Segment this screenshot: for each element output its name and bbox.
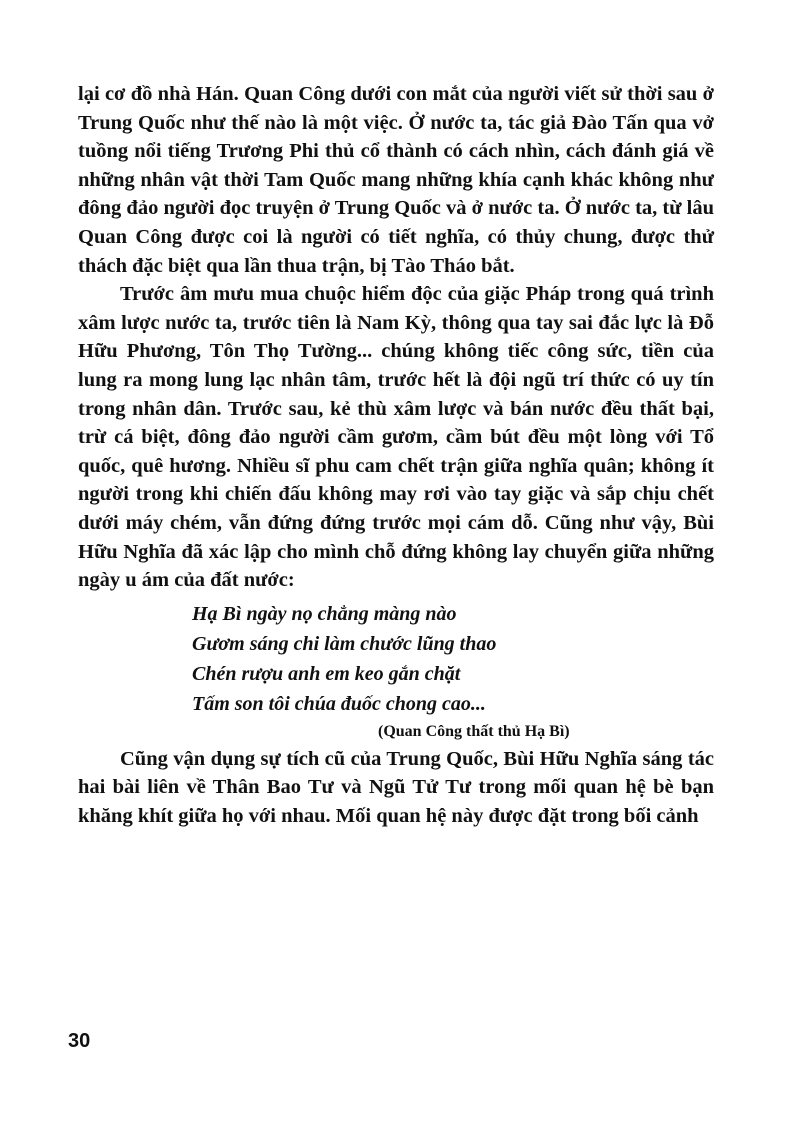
verse-line-2: Gươm sáng chi làm chước lũng thao xyxy=(192,632,497,655)
verse-line-4: Tấm son tôi chúa đuốc chong cao... xyxy=(192,692,486,715)
verse-credit: (Quan Công thất thủ Hạ Bì) xyxy=(378,722,570,740)
body-text xyxy=(78,80,714,830)
paragraph-bui-huu-nghia: Trước âm mưu mua chuộc hiểm độc của giặc Pháp trong quá trình xâm lược nước ta, trước tiên là Nam Kỳ, thông qua tay sai đắc lực là Đỗ Hữu Phương, Tôn Thọ Tường... chúng không tiếc công sức, tiền của lung ra mong lung lạc nhân tâm, trước hết là đội ngũ trí thức có uy tín trong nhân dân. Trước sau, kẻ thù xâm lược và bán nước đều thất bại, trừ cá biệt, đông đảo người cầm gươm, cầm bút đều một lòng với Tổ quốc, quê hương. Nhiều sĩ phu cam chết trận giữa nghĩa quân; không ít người trong khi chiến đấu không may rơi vào tay giặc và sắp chịu chết dưới máy chém, vẫn đứng đứng trước mọi cám dỗ. Cũng như vậy, Bùi Hữu Nghĩa đã xác lập cho mình chỗ đứng không lay chuyển giữa những ngày u ám của đất nước: xyxy=(78,283,714,592)
paragraph-quan-cong: lại cơ đồ nhà Hán. Quan Công dưới con mắt của người viết sử thời sau ở Trung Quốc như thế nào là một việc. Ở nước ta, tác giả Đào Tấn qua vở tuồng nổi tiếng Trương Phi thủ cổ thành có cách nhìn, cách đánh giá về những nhân vật thời Tam Quốc mang những khía cạnh khác không như đông đảo người đọc truyện ở Trung Quốc và ở nước ta. Ở nước ta, từ lâu Quan Công được coi là người có tiết nghĩa, có thủy chung, được thử thách đặc biệt qua lần thua trận, bị Tào Tháo bắt. xyxy=(78,83,714,277)
verse-quote xyxy=(192,599,714,745)
verse-line-1: Hạ Bì ngày nọ chẳng màng nào xyxy=(192,602,457,625)
verse-line-3: Chén rượu anh em keo gắn chặt xyxy=(192,662,461,685)
paragraph-than-bao-tu: Cũng vận dụng sự tích cũ của Trung Quốc, Bùi Hữu Nghĩa sáng tác hai bài liên về Thân Bao Tư và Ngũ Tử Tư trong mối quan hệ bè bạn khăng khít giữa họ với nhau. Mối quan hệ này được đặt trong bối cảnh xyxy=(78,747,714,827)
page-number: 30 xyxy=(68,1030,91,1052)
